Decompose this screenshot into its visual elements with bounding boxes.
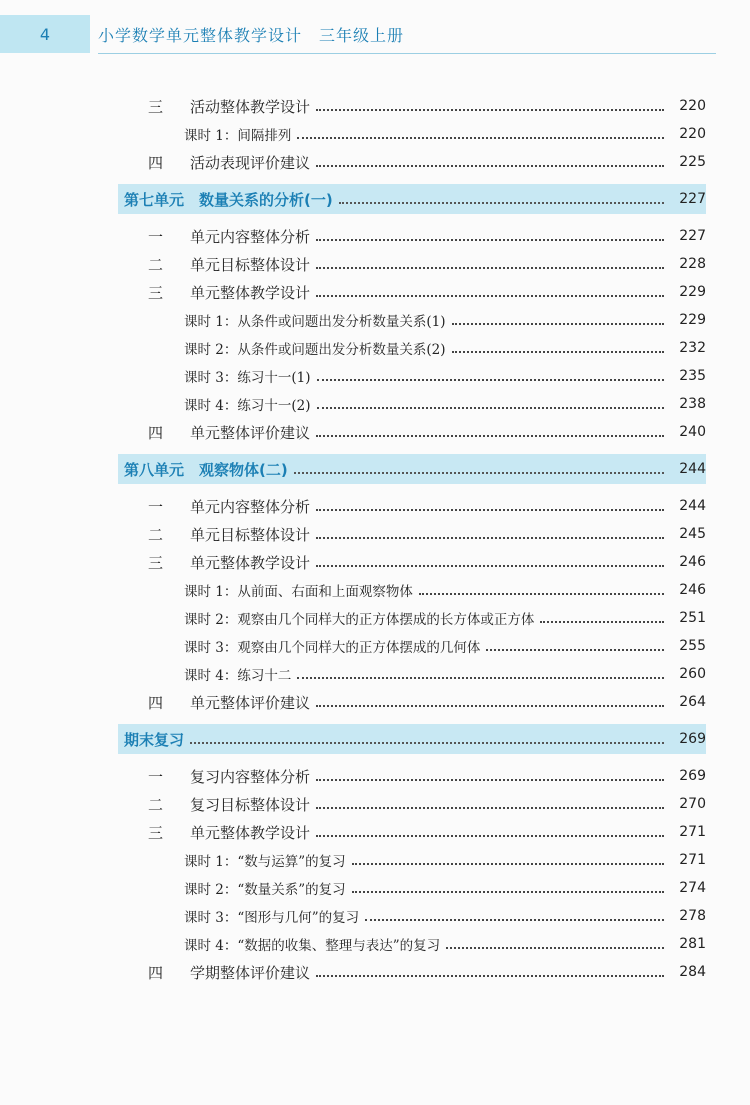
page-ref: 229 [679,284,706,300]
dot-leader [297,663,664,679]
section-title: 单元整体教学设计 [190,823,311,842]
dot-leader [452,309,664,325]
section-number: 三 [148,553,164,572]
page-ref: 246 [679,554,706,570]
section-title: 活动表现评价建议 [190,153,311,172]
dot-leader [446,933,664,949]
page-ref: 240 [679,424,706,440]
page-ref: 238 [679,396,706,412]
toc-lesson-entry[interactable] [118,632,706,660]
toc-section-entry[interactable] [118,92,706,120]
lesson-title: 课时 2：从条件或问题出发分析数量关系(2) [184,342,446,358]
dot-leader [316,765,664,781]
lesson-title: 课时 1：间隔排列 [184,128,292,144]
lesson-title: 课时 2：观察由几个同样大的正方体摆成的长方体或正方体 [184,612,535,628]
toc-lesson-entry[interactable] [118,334,706,362]
page-ref: 284 [679,964,706,980]
lesson-title: 课时 1：从条件或问题出发分析数量关系(1) [184,314,446,330]
toc-lesson-entry[interactable] [118,660,706,688]
section-number: 二 [148,255,164,274]
header-rule [98,53,716,54]
section-title: 单元目标整体设计 [190,255,311,274]
toc-lesson-entry[interactable] [118,902,706,930]
dot-leader [316,691,664,707]
toc-lesson-entry[interactable] [118,362,706,390]
toc-section-entry[interactable] [118,278,706,306]
toc-section-entry[interactable] [118,418,706,446]
section-title: 复习目标整体设计 [190,795,311,814]
toc-lesson-entry[interactable] [118,306,706,334]
page-ref: 281 [679,936,706,952]
toc-lesson-entry[interactable] [118,390,706,418]
section-number: 四 [148,693,164,712]
dot-leader [294,458,664,474]
dot-leader [316,281,664,297]
toc-unit-heading[interactable] [118,454,706,484]
toc-section-entry[interactable] [118,958,706,986]
page-ref: 269 [679,731,706,747]
dot-leader [316,523,664,539]
toc-section-entry[interactable] [118,688,706,716]
toc-section-entry[interactable] [118,762,706,790]
page-ref: 229 [679,312,706,328]
toc-section-entry[interactable] [118,520,706,548]
section-title: 单元内容整体分析 [190,227,311,246]
toc-section-entry[interactable] [118,222,706,250]
dot-leader [316,225,664,241]
unit-title: 第七单元 数量关系的分析(一) [124,190,333,209]
section-title: 单元整体教学设计 [190,553,311,572]
unit-title: 第八单元 观察物体(二) [124,460,288,479]
section-title: 单元整体教学设计 [190,283,311,302]
section-title: 活动整体教学设计 [190,97,311,116]
page-ref: 271 [679,852,706,868]
page-ref: 244 [679,461,706,477]
dot-leader [297,123,664,139]
dot-leader [316,495,664,511]
dot-leader [316,551,664,567]
toc-unit-heading[interactable] [118,724,706,754]
page-ref: 227 [679,191,706,207]
toc-lesson-entry[interactable] [118,930,706,958]
section-title: 单元整体评价建议 [190,423,311,442]
toc-section-entry[interactable] [118,492,706,520]
page-ref: 227 [679,228,706,244]
section-title: 单元内容整体分析 [190,497,311,516]
page-ref: 220 [679,98,706,114]
table-of-contents [118,92,706,986]
toc-lesson-entry[interactable] [118,874,706,902]
page-ref: 220 [679,126,706,142]
lesson-title: 课时 1：“数与运算”的复习 [184,854,346,870]
section-number: 三 [148,97,164,116]
unit-title: 期末复习 [124,730,185,749]
toc-lesson-entry[interactable] [118,846,706,874]
lesson-title: 课时 4：练习十一(2) [184,398,311,414]
page-ref: 225 [679,154,706,170]
toc-section-entry[interactable] [118,548,706,576]
section-number: 三 [148,283,164,302]
section-title: 单元目标整体设计 [190,525,311,544]
page-ref: 235 [679,368,706,384]
dot-leader [419,579,664,595]
page-ref: 269 [679,768,706,784]
lesson-title: 课时 2：“数量关系”的复习 [184,882,346,898]
page-ref: 251 [679,610,706,626]
dot-leader [540,607,664,623]
section-number: 一 [148,227,164,246]
toc-section-entry[interactable] [118,790,706,818]
page-ref: 260 [679,666,706,682]
page-ref: 264 [679,694,706,710]
dot-leader [190,728,664,744]
section-number: 二 [148,525,164,544]
page-ref: 228 [679,256,706,272]
lesson-title: 课时 4：“数据的收集、整理与表达”的复习 [184,938,441,954]
toc-lesson-entry[interactable] [118,120,706,148]
section-title: 学期整体评价建议 [190,963,311,982]
dot-leader [352,849,664,865]
page-number: 4 [0,15,90,53]
dot-leader [316,793,664,809]
lesson-title: 课时 3：观察由几个同样大的正方体摆成的几何体 [184,640,481,656]
toc-lesson-entry[interactable] [118,604,706,632]
dot-leader [452,337,664,353]
dot-leader [316,821,664,837]
section-number: 三 [148,823,164,842]
toc-unit-heading[interactable] [118,184,706,214]
section-number: 四 [148,963,164,982]
section-number: 一 [148,497,164,516]
section-number: 一 [148,767,164,786]
section-number: 二 [148,795,164,814]
dot-leader [486,635,664,651]
running-header [0,15,716,53]
page-ref: 271 [679,824,706,840]
dot-leader [316,151,664,167]
page-ref: 255 [679,638,706,654]
toc-section-entry[interactable] [118,250,706,278]
toc-section-entry[interactable] [118,818,706,846]
page-ref: 270 [679,796,706,812]
lesson-title: 课时 3：“图形与几何”的复习 [184,910,360,926]
lesson-title: 课时 3：练习十一(1) [184,370,311,386]
dot-leader [317,365,664,381]
page-ref: 244 [679,498,706,514]
section-number: 四 [148,423,164,442]
page-ref: 245 [679,526,706,542]
page-ref: 232 [679,340,706,356]
lesson-title: 课时 1：从前面、右面和上面观察物体 [184,584,413,600]
section-title: 单元整体评价建议 [190,693,311,712]
book-title: 小学数学单元整体教学设计 三年级上册 [98,25,405,45]
dot-leader [339,188,664,204]
dot-leader [352,877,664,893]
dot-leader [365,905,664,921]
section-title: 复习内容整体分析 [190,767,311,786]
dot-leader [317,393,664,409]
dot-leader [316,961,664,977]
dot-leader [316,95,664,111]
page-ref: 278 [679,908,706,924]
page-ref: 246 [679,582,706,598]
page-ref: 274 [679,880,706,896]
lesson-title: 课时 4：练习十二 [184,668,292,684]
dot-leader [316,253,664,269]
dot-leader [316,421,664,437]
toc-lesson-entry[interactable] [118,576,706,604]
toc-section-entry[interactable] [118,148,706,176]
section-number: 四 [148,153,164,172]
